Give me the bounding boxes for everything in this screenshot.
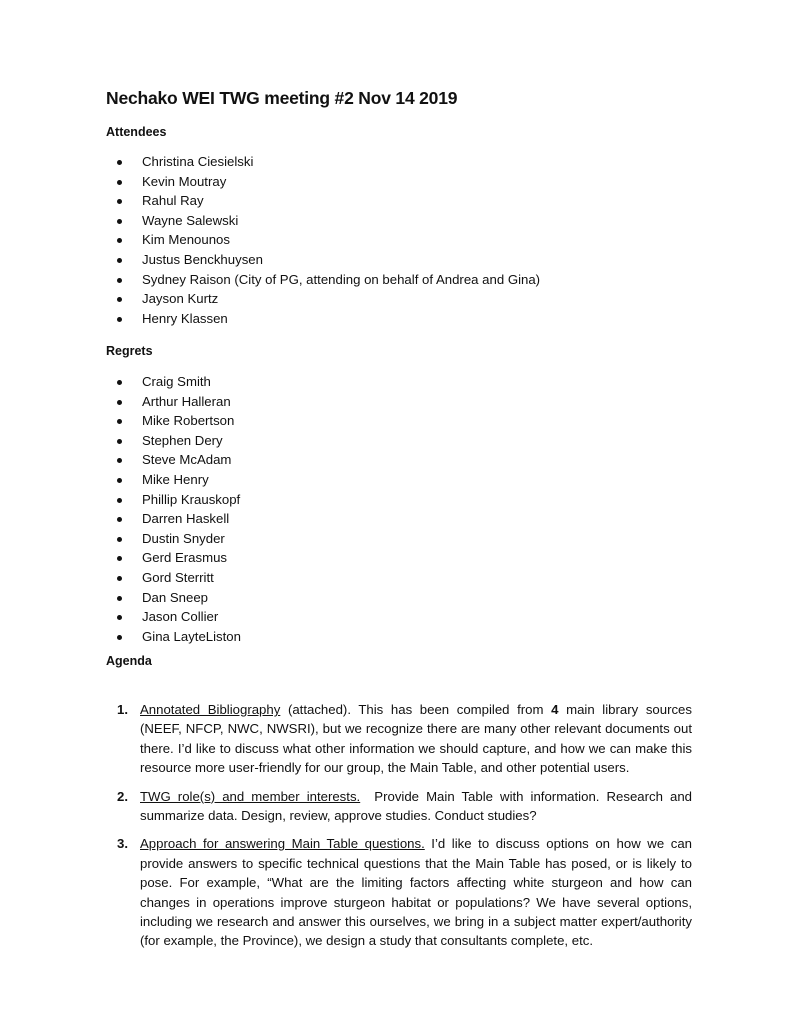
attendee-item: [106, 191, 540, 211]
regret-item: [106, 529, 241, 549]
attendee-item: [106, 152, 540, 172]
agenda-item-number: 3.: [117, 836, 128, 852]
attendee-item: [106, 211, 540, 231]
attendee-name: Wayne Salewski: [142, 212, 239, 228]
bullet-icon: [117, 380, 122, 385]
attendee-name: Kevin Moutray: [142, 173, 227, 189]
bullet-icon: [117, 537, 122, 542]
regret-item: [106, 509, 241, 529]
regret-name: Dustin Snyder: [142, 530, 225, 546]
bullet-icon: [117, 596, 122, 601]
regret-name: Arthur Halleran: [142, 393, 231, 409]
regret-item: [106, 548, 241, 568]
regrets-heading: Regrets: [106, 344, 153, 358]
attendee-name: Henry Klassen: [142, 310, 228, 326]
regret-name: Gina LayteListon: [142, 628, 241, 644]
regret-item: [106, 450, 241, 470]
bullet-icon: [117, 199, 122, 204]
bullet-icon: [117, 297, 122, 302]
attendee-item: [106, 289, 540, 309]
bullet-icon: [117, 478, 122, 483]
agenda-item-bold-count: 4: [551, 702, 559, 717]
regret-name: Darren Haskell: [142, 511, 230, 527]
regret-name: Stephen Dery: [142, 432, 223, 448]
bullet-icon: [117, 635, 122, 640]
agenda-item-text: I’d like to discuss options on how we can provide answers to specific technical questions that the Main Table has posed, or is likely to pose. For example, “What are the limiting factors affecting white sturgeon and how can changes in operations improve sturgeon habitat or populations? We have several options, including we research and answer this ourselves, we bring in a subject matter expert/authority (for example, the Province), we design a study that consultants complete, etc.: [140, 836, 692, 949]
agenda-item: [106, 787, 696, 826]
regret-item: [106, 607, 241, 627]
regret-name: Mike Robertson: [142, 413, 235, 429]
bullet-icon: [117, 576, 122, 581]
bullet-icon: [117, 160, 122, 165]
attendee-item: [106, 230, 540, 250]
agenda-item: [106, 834, 692, 950]
attendee-name: Sydney Raison (City of PG, attending on behalf of Andrea and Gina): [142, 271, 541, 287]
bullet-icon: [117, 517, 122, 522]
agenda-item-number: 2.: [117, 788, 128, 804]
bullet-icon: [117, 419, 122, 424]
bullet-icon: [117, 556, 122, 561]
regret-name: Craig Smith: [142, 374, 211, 389]
attendee-name: Jayson Kurtz: [142, 291, 219, 307]
bullet-icon: [117, 439, 122, 444]
attendee-item: [106, 309, 540, 329]
bullet-icon: [117, 317, 122, 322]
document-title: Nechako WEI TWG meeting #2 Nov 14 2019: [106, 88, 458, 108]
attendee-item: [106, 270, 540, 290]
bullet-icon: [117, 458, 122, 463]
bullet-icon: [117, 498, 122, 503]
regret-name: Gerd Erasmus: [142, 550, 228, 566]
regret-item: [106, 490, 241, 510]
regret-name: Gord Sterritt: [142, 569, 214, 585]
regret-item: [106, 411, 241, 431]
agenda-item-text: (attached). This has been compiled from: [280, 702, 552, 717]
bullet-icon: [117, 400, 122, 405]
agenda-heading: Agenda: [106, 654, 152, 668]
agenda-item-topic: Annotated Bibliography: [140, 702, 281, 717]
attendee-name: Kim Menounos: [142, 232, 230, 248]
attendees-heading: Attendees: [106, 125, 167, 139]
attendee-item: [106, 250, 540, 270]
regret-item: [106, 431, 241, 451]
attendees-list: [106, 152, 540, 328]
regret-name: Phillip Krauskopf: [142, 491, 241, 507]
attendee-name: Justus Benckhuysen: [142, 251, 263, 267]
agenda-item-number: 1.: [117, 702, 128, 717]
regret-item: [106, 470, 241, 490]
regret-name: Steve McAdam: [142, 452, 232, 468]
regret-name: Mike Henry: [142, 471, 209, 487]
bullet-icon: [117, 219, 122, 224]
bullet-icon: [117, 180, 122, 185]
regret-item: [106, 392, 241, 412]
attendee-item: [106, 172, 540, 192]
regret-item: [106, 627, 241, 647]
agenda-item-topic: TWG role(s) and member interests.: [140, 788, 361, 804]
regret-item: [106, 372, 241, 392]
regret-name: Jason Collier: [142, 609, 219, 625]
bullet-icon: [117, 615, 122, 620]
regret-name: Dan Sneep: [142, 589, 208, 605]
agenda-item-text: main library sources (NEEF, NFCP, NWC, NWSRI), but we recognize there are many other relevant documents out there. I’d like to discuss what other information we should capture, and how we can make this resource more user-friendly for our group, the Main Table, and other potential users.: [140, 702, 692, 776]
regrets-list: [106, 372, 241, 646]
attendee-name: Rahul Ray: [142, 193, 204, 209]
agenda-item-topic: Approach for answering Main Table questions.: [140, 836, 425, 852]
agenda-item-text: Provide Main Table with information. Research and summarize data. Design, review, approve studies. Conduct studies?: [140, 788, 696, 824]
bullet-icon: [117, 258, 122, 263]
agenda-list: [106, 700, 696, 960]
regret-item: [106, 568, 241, 588]
bullet-icon: [117, 278, 122, 283]
agenda-item: [106, 700, 692, 778]
bullet-icon: [117, 238, 122, 243]
regret-item: [106, 588, 241, 608]
attendee-name: Christina Ciesielski: [142, 154, 254, 169]
